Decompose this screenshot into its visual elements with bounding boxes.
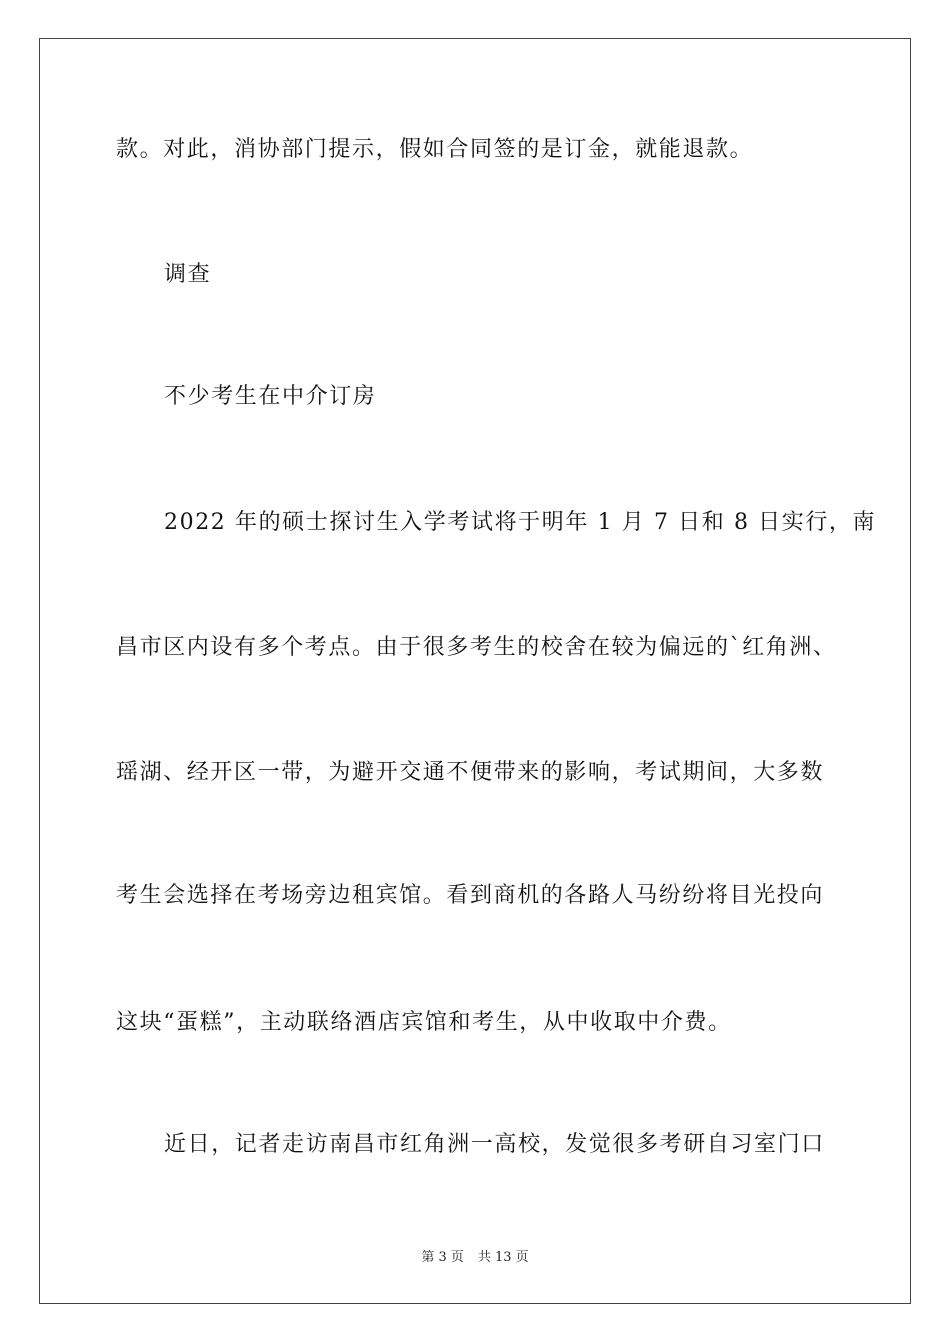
subheading: 不少考生在中介订房	[164, 384, 377, 409]
page-border	[39, 38, 911, 1304]
body-line-4: 2022 年的硕士探讨生入学考试将于明年 1 月 7 日和 8 日实行，南	[164, 510, 877, 535]
page-number: 第 3 页	[421, 1250, 464, 1265]
page-footer	[0, 1250, 950, 1266]
section-heading: 调查	[164, 262, 212, 287]
body-line-1: 款。对此，消协部门提示，假如合同签的是订金，就能退款。	[116, 137, 754, 162]
body-line-6: 瑶湖、经开区一带，为避开交通不便带来的影响，考试期间，大多数	[116, 760, 825, 785]
body-line-5: 昌市区内设有多个考点。由于很多考生的校舍在较为偏远的`红角洲、	[116, 635, 837, 660]
page-total: 共 13 页	[477, 1250, 529, 1265]
body-line-9: 近日，记者走访南昌市红角洲一高校，发觉很多考研自习室门口	[164, 1132, 825, 1157]
body-line-8: 这块“蛋糕”，主动联络酒店宾馆和考生，从中收取中介费。	[116, 1010, 732, 1035]
body-line-7: 考生会选择在考场旁边租宾馆。看到商机的各路人马纷纷将目光投向	[116, 883, 825, 908]
